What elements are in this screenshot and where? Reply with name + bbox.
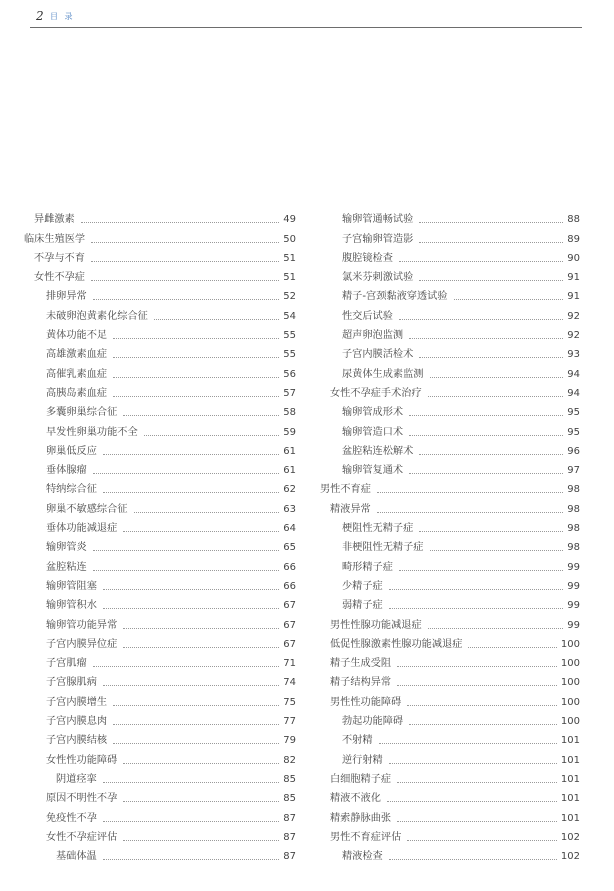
toc-entry-page: 102: [560, 831, 580, 843]
toc-entry[interactable]: [24, 670, 296, 689]
dot-leader: [389, 763, 557, 764]
dot-leader: [399, 570, 563, 571]
toc-entry-title: 子宫内膜结核: [46, 735, 108, 747]
dot-leader: [123, 763, 279, 764]
running-head: 目 录: [50, 12, 75, 21]
dot-leader: [113, 724, 279, 725]
toc-entry-title: 子宫输卵管造影: [342, 233, 414, 245]
toc-entry[interactable]: [320, 284, 580, 303]
dot-leader: [93, 299, 280, 300]
toc-entry[interactable]: [320, 593, 580, 612]
toc-entry-page: 100: [560, 696, 580, 708]
toc-entry-page: 87: [283, 831, 296, 843]
toc-entry-page: 54: [283, 310, 296, 322]
toc-entry[interactable]: [24, 342, 296, 361]
toc-entry-title: 女性性功能障碍: [46, 754, 118, 766]
toc-entry-page: 89: [567, 233, 580, 245]
toc-entry[interactable]: [320, 709, 580, 728]
toc-entry-page: 98: [567, 523, 580, 535]
toc-entry-title: 不射精: [342, 735, 373, 747]
toc-entry-page: 59: [283, 426, 296, 438]
dot-leader: [123, 801, 279, 802]
toc-entry[interactable]: [320, 361, 580, 380]
toc-entry-page: 85: [283, 793, 296, 805]
toc-entry-page: 74: [283, 677, 296, 689]
toc-entry[interactable]: [24, 535, 296, 554]
dot-leader: [399, 319, 563, 320]
toc-entry[interactable]: [320, 632, 580, 651]
toc-column-right: [320, 207, 580, 863]
toc-entry[interactable]: [24, 323, 296, 342]
toc-entry-title: 输卵管阻塞: [46, 580, 97, 592]
toc-entry-page: 100: [560, 677, 580, 689]
dot-leader: [103, 454, 279, 455]
page-number: 2: [36, 9, 44, 23]
dot-leader: [409, 473, 563, 474]
toc-entry[interactable]: [320, 554, 580, 573]
toc-entry-page: 100: [560, 716, 580, 728]
toc-entry-page: 101: [560, 793, 580, 805]
toc-entry-title: 逆行射精: [342, 754, 383, 766]
toc-entry-page: 101: [560, 754, 580, 766]
dot-leader: [93, 550, 280, 551]
toc-entry-page: 56: [283, 368, 296, 380]
toc-entry-page: 79: [283, 735, 296, 747]
toc-entry-page: 94: [567, 387, 580, 399]
toc-entry-page: 67: [283, 600, 296, 612]
dot-leader: [419, 357, 563, 358]
toc-entry-page: 87: [283, 812, 296, 824]
toc-entry-page: 66: [283, 561, 296, 573]
dot-leader: [409, 415, 563, 416]
toc-entry-title: 免疫性不孕: [46, 812, 97, 824]
toc-entry-page: 96: [567, 445, 580, 457]
dot-leader: [123, 647, 279, 648]
toc-entry[interactable]: [24, 574, 296, 593]
toc-entry-page: 98: [567, 484, 580, 496]
toc-entry-title: 非梗阻性无精子症: [342, 542, 424, 554]
toc-entry[interactable]: [24, 747, 296, 766]
toc-entry-page: 100: [560, 638, 580, 650]
toc-entry-title: 原因不明性不孕: [46, 793, 118, 805]
dot-leader: [377, 492, 563, 493]
dot-leader: [81, 222, 280, 223]
toc-entry-title: 输卵管成形术: [342, 407, 404, 419]
toc-entry-page: 99: [567, 619, 580, 631]
dot-leader: [430, 550, 564, 551]
toc-entry-page: 87: [283, 851, 296, 863]
toc-entry-title: 输卵管功能异常: [46, 619, 118, 631]
toc-entry-page: 102: [560, 851, 580, 863]
toc-entry[interactable]: [24, 458, 296, 477]
toc-entry[interactable]: [320, 805, 580, 824]
toc-entry-title: 子宫肌瘤: [46, 658, 87, 670]
toc-entry-title: 腹腔镜检查: [342, 252, 393, 264]
toc-entry[interactable]: [320, 651, 580, 670]
dot-leader: [93, 666, 280, 667]
dot-leader: [399, 261, 563, 262]
toc-entry[interactable]: [24, 767, 296, 786]
toc-entry-title: 高催乳素血症: [46, 368, 108, 380]
toc-entry[interactable]: [320, 323, 580, 342]
dot-leader: [397, 666, 557, 667]
dot-leader: [93, 473, 280, 474]
toc-entry-page: 63: [283, 503, 296, 515]
toc-entry-title: 低促性腺激素性腺功能减退症: [330, 638, 463, 650]
dot-leader: [113, 357, 279, 358]
dot-leader: [409, 435, 563, 436]
toc-entry-page: 99: [567, 600, 580, 612]
dot-leader: [377, 512, 564, 513]
toc-entry-title: 精液检查: [342, 851, 383, 863]
toc-entry[interactable]: [320, 381, 580, 400]
toc-entry-title: 梗阻性无精子症: [342, 523, 414, 535]
toc-entry[interactable]: [320, 786, 580, 805]
toc-entry[interactable]: [320, 767, 580, 786]
toc-entry[interactable]: [320, 400, 580, 419]
toc-entry-page: 55: [283, 349, 296, 361]
toc-entry-page: 92: [567, 310, 580, 322]
toc-entry-page: 91: [567, 272, 580, 284]
toc-entry[interactable]: [24, 207, 296, 226]
toc-entry-title: 早发性卵巢功能不全: [46, 426, 138, 438]
toc-entry-title: 输卵管积水: [46, 600, 97, 612]
toc-entry-page: 66: [283, 580, 296, 592]
dot-leader: [144, 435, 280, 436]
dot-leader: [407, 840, 557, 841]
toc-entry-title: 弱精子症: [342, 600, 383, 612]
dot-leader: [91, 280, 279, 281]
toc-entry[interactable]: [320, 516, 580, 535]
dot-leader: [123, 415, 279, 416]
toc-entry-page: 88: [567, 214, 580, 226]
toc-entry-page: 57: [283, 387, 296, 399]
toc-entry[interactable]: [24, 805, 296, 824]
toc-entry[interactable]: [24, 439, 296, 458]
toc-entry-page: 91: [567, 291, 580, 303]
toc-entry-title: 高雄激素血症: [46, 349, 108, 361]
toc-entry[interactable]: [320, 825, 580, 844]
toc-entry[interactable]: [320, 689, 580, 708]
toc-entry-title: 白细胞精子症: [330, 773, 392, 785]
toc-entry-title: 精子-宫颈黏液穿透试验: [342, 291, 448, 303]
toc-entry[interactable]: [24, 284, 296, 303]
toc-entry[interactable]: [24, 303, 296, 322]
dot-leader: [419, 531, 563, 532]
page-header: [30, 8, 582, 28]
toc-entry[interactable]: [24, 381, 296, 400]
toc-entry[interactable]: [24, 825, 296, 844]
toc-entry-title: 垂体腺瘤: [46, 465, 87, 477]
toc-entry-title: 盆腔粘连松解术: [342, 445, 414, 457]
dot-leader: [154, 319, 279, 320]
toc-entry[interactable]: [24, 632, 296, 651]
toc-entry-title: 不孕与不育: [34, 252, 85, 264]
toc-entry-title: 精子生成受阻: [330, 658, 392, 670]
toc-entry[interactable]: [320, 612, 580, 631]
toc-entry-page: 95: [567, 407, 580, 419]
toc-entry[interactable]: [320, 535, 580, 554]
toc-entry-page: 101: [560, 773, 580, 785]
toc-entry-page: 100: [560, 658, 580, 670]
toc-entry[interactable]: [24, 709, 296, 728]
toc-entry[interactable]: [320, 419, 580, 438]
toc-entry[interactable]: [320, 226, 580, 245]
toc-entry-title: 女性不孕症评估: [46, 831, 118, 843]
toc-entry[interactable]: [24, 612, 296, 631]
dot-leader: [419, 242, 563, 243]
toc-entry-page: 51: [283, 272, 296, 284]
toc-entry-title: 氯米芬刺激试验: [342, 272, 414, 284]
toc-entry-title: 子宫腺肌病: [46, 677, 97, 689]
toc-entry-title: 未破卵泡黄素化综合征: [46, 310, 148, 322]
toc-entry-page: 58: [283, 407, 296, 419]
dot-leader: [428, 628, 564, 629]
toc-entry[interactable]: [24, 593, 296, 612]
dot-leader: [134, 512, 280, 513]
toc-entry-title: 输卵管造口术: [342, 426, 404, 438]
toc-entry-page: 75: [283, 696, 296, 708]
toc-entry-title: 子宫内膜息肉: [46, 716, 108, 728]
dot-leader: [103, 685, 279, 686]
toc-entry[interactable]: [320, 246, 580, 265]
dot-leader: [103, 492, 279, 493]
dot-leader: [419, 280, 563, 281]
dot-leader: [113, 396, 279, 397]
toc-entry-title: 女性不孕症: [34, 272, 85, 284]
toc-entry-title: 高胰岛素血症: [46, 387, 108, 399]
toc-entry[interactable]: [320, 728, 580, 747]
dot-leader: [454, 299, 564, 300]
dot-leader: [113, 377, 279, 378]
toc-entry-title: 输卵管复通术: [342, 465, 404, 477]
toc-entry[interactable]: [24, 516, 296, 535]
toc-entry[interactable]: [320, 574, 580, 593]
dot-leader: [103, 589, 279, 590]
toc-entry-title: 卵巢低反应: [46, 445, 97, 457]
dot-leader: [113, 705, 279, 706]
toc-entry[interactable]: [320, 670, 580, 689]
toc-entry-title: 临床生殖医学: [24, 233, 86, 245]
toc-entry-page: 93: [567, 349, 580, 361]
toc-entry-page: 55: [283, 330, 296, 342]
toc-entry-page: 98: [567, 503, 580, 515]
toc-entry-title: 畸形精子症: [342, 561, 393, 573]
toc-entry-page: 50: [283, 233, 296, 245]
toc-entry-page: 98: [567, 542, 580, 554]
toc-entry-title: 黄体功能不足: [46, 330, 108, 342]
dot-leader: [389, 608, 564, 609]
toc-entry-title: 特纳综合征: [46, 484, 97, 496]
toc-entry[interactable]: [24, 246, 296, 265]
toc-entry-title: 输卵管通畅试验: [342, 214, 414, 226]
dot-leader: [91, 242, 279, 243]
toc-entry-page: 49: [283, 214, 296, 226]
toc-entry-page: 90: [567, 252, 580, 264]
toc-entry-title: 子宫内膜活检术: [342, 349, 414, 361]
toc-entry-title: 男性性腺功能减退症: [330, 619, 422, 631]
toc-entry-page: 65: [283, 542, 296, 554]
toc-entry-title: 男性不育症评估: [330, 831, 402, 843]
toc-entry-title: 子宫内膜异位症: [46, 638, 118, 650]
dot-leader: [409, 338, 563, 339]
toc-entry-page: 51: [283, 252, 296, 264]
toc-entry-page: 97: [567, 465, 580, 477]
toc-entry-title: 性交后试验: [342, 310, 393, 322]
toc-entry[interactable]: [24, 226, 296, 245]
dot-leader: [428, 396, 564, 397]
toc-entry[interactable]: [24, 361, 296, 380]
dot-leader: [430, 377, 564, 378]
dot-leader: [103, 821, 279, 822]
toc-entry-title: 基础体温: [56, 851, 97, 863]
dot-leader: [103, 782, 280, 783]
dot-leader: [93, 570, 280, 571]
toc-entry[interactable]: [24, 400, 296, 419]
dot-leader: [407, 705, 557, 706]
toc-entry[interactable]: [320, 265, 580, 284]
toc-entry[interactable]: [320, 458, 580, 477]
toc-entry-page: 61: [283, 445, 296, 457]
toc-entry[interactable]: [24, 554, 296, 573]
toc-entry-page: 101: [560, 735, 580, 747]
toc-entry[interactable]: [24, 419, 296, 438]
toc-entry-title: 卵巢不敏感综合征: [46, 503, 128, 515]
dot-leader: [91, 261, 279, 262]
toc-entry-title: 男性不育症: [320, 484, 371, 496]
toc-entry[interactable]: [24, 844, 296, 863]
toc-entry-title: 多囊卵巢综合征: [46, 407, 118, 419]
toc-entry-page: 101: [560, 812, 580, 824]
toc-entry-page: 82: [283, 754, 296, 766]
dot-leader: [103, 859, 280, 860]
toc-entry-title: 垂体功能减退症: [46, 523, 118, 535]
dot-leader: [468, 647, 556, 648]
toc-entry-title: 尿黄体生成素监测: [342, 368, 424, 380]
toc-entry[interactable]: [320, 439, 580, 458]
dot-leader: [419, 454, 563, 455]
toc-entry-title: 精索静脉曲张: [330, 812, 392, 824]
toc-entry[interactable]: [320, 477, 580, 496]
toc-entry-page: 94: [567, 368, 580, 380]
toc-entry[interactable]: [24, 689, 296, 708]
dot-leader: [113, 743, 279, 744]
dot-leader: [103, 608, 279, 609]
toc-entry-title: 排卵异常: [46, 291, 87, 303]
toc-entry-page: 95: [567, 426, 580, 438]
toc-entry-title: 盆腔粘连: [46, 561, 87, 573]
toc-entry-title: 精液不液化: [330, 793, 381, 805]
toc-entry-title: 阴道痉挛: [56, 773, 97, 785]
toc-entry-title: 输卵管炎: [46, 542, 87, 554]
toc-entry-page: 99: [567, 580, 580, 592]
dot-leader: [389, 859, 557, 860]
toc-entry[interactable]: [24, 651, 296, 670]
dot-leader: [123, 628, 279, 629]
toc-entry-title: 男性性功能障碍: [330, 696, 402, 708]
dot-leader: [113, 338, 279, 339]
toc-entry-page: 77: [283, 716, 296, 728]
toc-entry[interactable]: [24, 477, 296, 496]
dot-leader: [409, 724, 557, 725]
dot-leader: [123, 840, 279, 841]
toc-entry[interactable]: [320, 496, 580, 515]
toc-entry-title: 精子结构异常: [330, 677, 392, 689]
toc-entry[interactable]: [24, 496, 296, 515]
toc-entry-title: 异雌激素: [34, 214, 75, 226]
toc-entry[interactable]: [320, 342, 580, 361]
dot-leader: [389, 589, 564, 590]
toc-entry[interactable]: [320, 844, 580, 863]
toc-entry-title: 精液异常: [330, 503, 371, 515]
toc-entry-title: 超声卵泡监测: [342, 330, 404, 342]
toc-entry[interactable]: [24, 265, 296, 284]
toc-entry-title: 女性不孕症手术治疗: [330, 387, 422, 399]
toc-column-left: [24, 207, 296, 863]
toc-entry-page: 62: [283, 484, 296, 496]
toc-entry-page: 71: [283, 658, 296, 670]
toc-entry[interactable]: [320, 303, 580, 322]
dot-leader: [387, 801, 557, 802]
toc-entry-title: 少精子症: [342, 580, 383, 592]
toc-entry-page: 67: [283, 638, 296, 650]
toc-entry[interactable]: [24, 728, 296, 747]
dot-leader: [397, 782, 557, 783]
toc-entry-page: 67: [283, 619, 296, 631]
toc-entry-title: 子宫内膜增生: [46, 696, 108, 708]
toc-entry-page: 99: [567, 561, 580, 573]
toc-entry-page: 61: [283, 465, 296, 477]
dot-leader: [419, 222, 563, 223]
toc-entry-page: 52: [283, 291, 296, 303]
toc-entry-title: 勃起功能障碍: [342, 716, 404, 728]
toc-entry-page: 64: [283, 523, 296, 535]
toc-entry[interactable]: [24, 786, 296, 805]
dot-leader: [123, 531, 279, 532]
toc-entry-page: 92: [567, 330, 580, 342]
toc-entry[interactable]: [320, 207, 580, 226]
dot-leader: [379, 743, 557, 744]
toc-entry-page: 85: [283, 773, 296, 785]
dot-leader: [397, 821, 557, 822]
toc-entry[interactable]: [320, 747, 580, 766]
dot-leader: [397, 685, 557, 686]
